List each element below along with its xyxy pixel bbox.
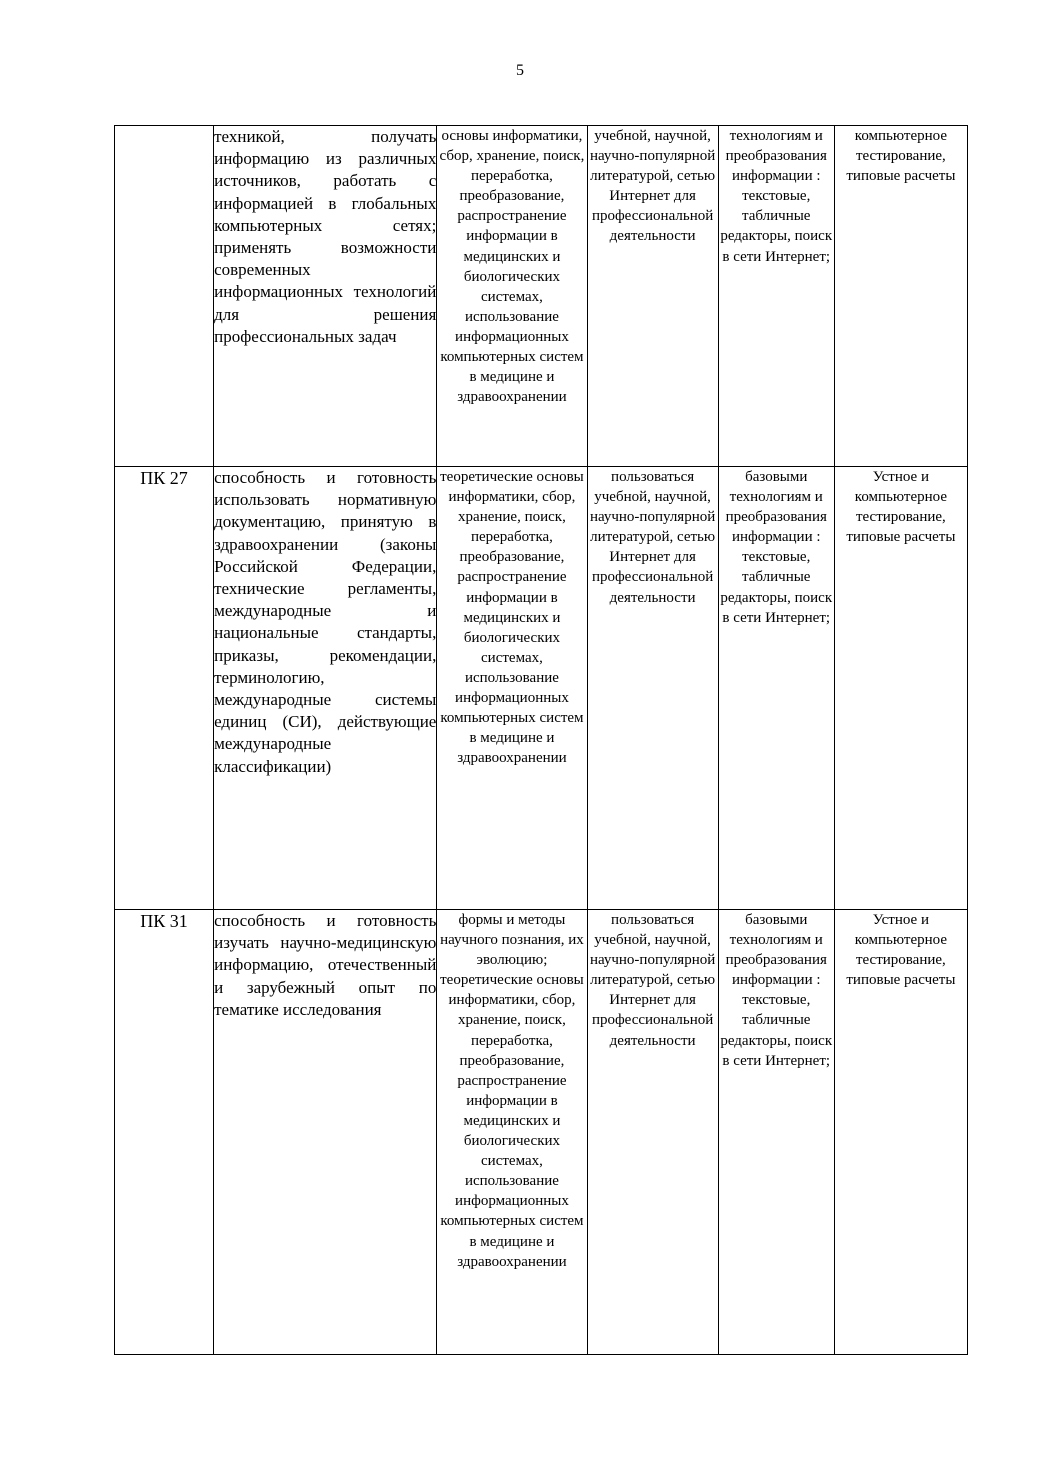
competency-code: ПК 31 bbox=[115, 910, 214, 1355]
mastery-cell: технологиям и преобразования информации : текстовые, табличные редакторы, поиск в сети Интернет; bbox=[718, 126, 834, 467]
skills-cell: пользоваться учебной, научной, научно-популярной литературой, сетью Интернет для профессиональной деятельности bbox=[587, 910, 718, 1355]
knowledge-cell: формы и методы научного познания, их эволюцию; теоретические основы информатики, сбор, хранение, поиск, переработка, преобразование, распространение информации в медицинских и биологических системах, использование информационных компьютерных систем в медицине и здравоохранении bbox=[437, 910, 587, 1355]
skills-cell: учебной, научной, научно-популярной литературой, сетью Интернет для профессиональной деятельности bbox=[587, 126, 718, 467]
table-row bbox=[115, 126, 968, 467]
table-row bbox=[115, 910, 968, 1355]
competency-description: способность и готовность использовать нормативную документацию, принятую в здравоохранении (законы Российской Федерации, технические регламенты, международные и национальные стандарты, приказы, рекомендации, терминологию, международные системы единиц (СИ), действующие международные классификации) bbox=[214, 467, 437, 910]
assessment-cell: компьютерное тестирование, типовые расчеты bbox=[834, 126, 967, 467]
competency-code: ПК 27 bbox=[115, 467, 214, 910]
assessment-cell: Устное и компьютерное тестирование, типовые расчеты bbox=[834, 467, 967, 910]
skills-cell: пользоваться учебной, научной, научно-популярной литературой, сетью Интернет для профессиональной деятельности bbox=[587, 467, 718, 910]
mastery-cell: базовыми технологиям и преобразования информации : текстовые, табличные редакторы, поиск в сети Интернет; bbox=[718, 467, 834, 910]
assessment-cell: Устное и компьютерное тестирование, типовые расчеты bbox=[834, 910, 967, 1355]
competency-code bbox=[115, 126, 214, 467]
competency-description: способность и готовность изучать научно-медицинскую информацию, отечественный и зарубежный опыт по тематике исследования bbox=[214, 910, 437, 1355]
competency-description: техникой, получать информацию из различных источников, работать с информацией в глобальных компьютерных сетях; применять возможности современных информационных технологий для решения профессиональных задач bbox=[214, 126, 437, 467]
table-row bbox=[115, 467, 968, 910]
mastery-cell: базовыми технологиям и преобразования информации : текстовые, табличные редакторы, поиск в сети Интернет; bbox=[718, 910, 834, 1355]
competency-table bbox=[114, 125, 968, 1355]
knowledge-cell: основы информатики, сбор, хранение, поиск, переработка, преобразование, распространение информации в медицинских и биологических системах, использование информационных компьютерных систем в медицине и здравоохранении bbox=[437, 126, 587, 467]
knowledge-cell: теоретические основы информатики, сбор, хранение, поиск, переработка, преобразование, распространение информации в медицинских и биологических системах, использование информационных компьютерных систем в медицине и здравоохранении bbox=[437, 467, 587, 910]
page-number: 5 bbox=[516, 62, 524, 79]
